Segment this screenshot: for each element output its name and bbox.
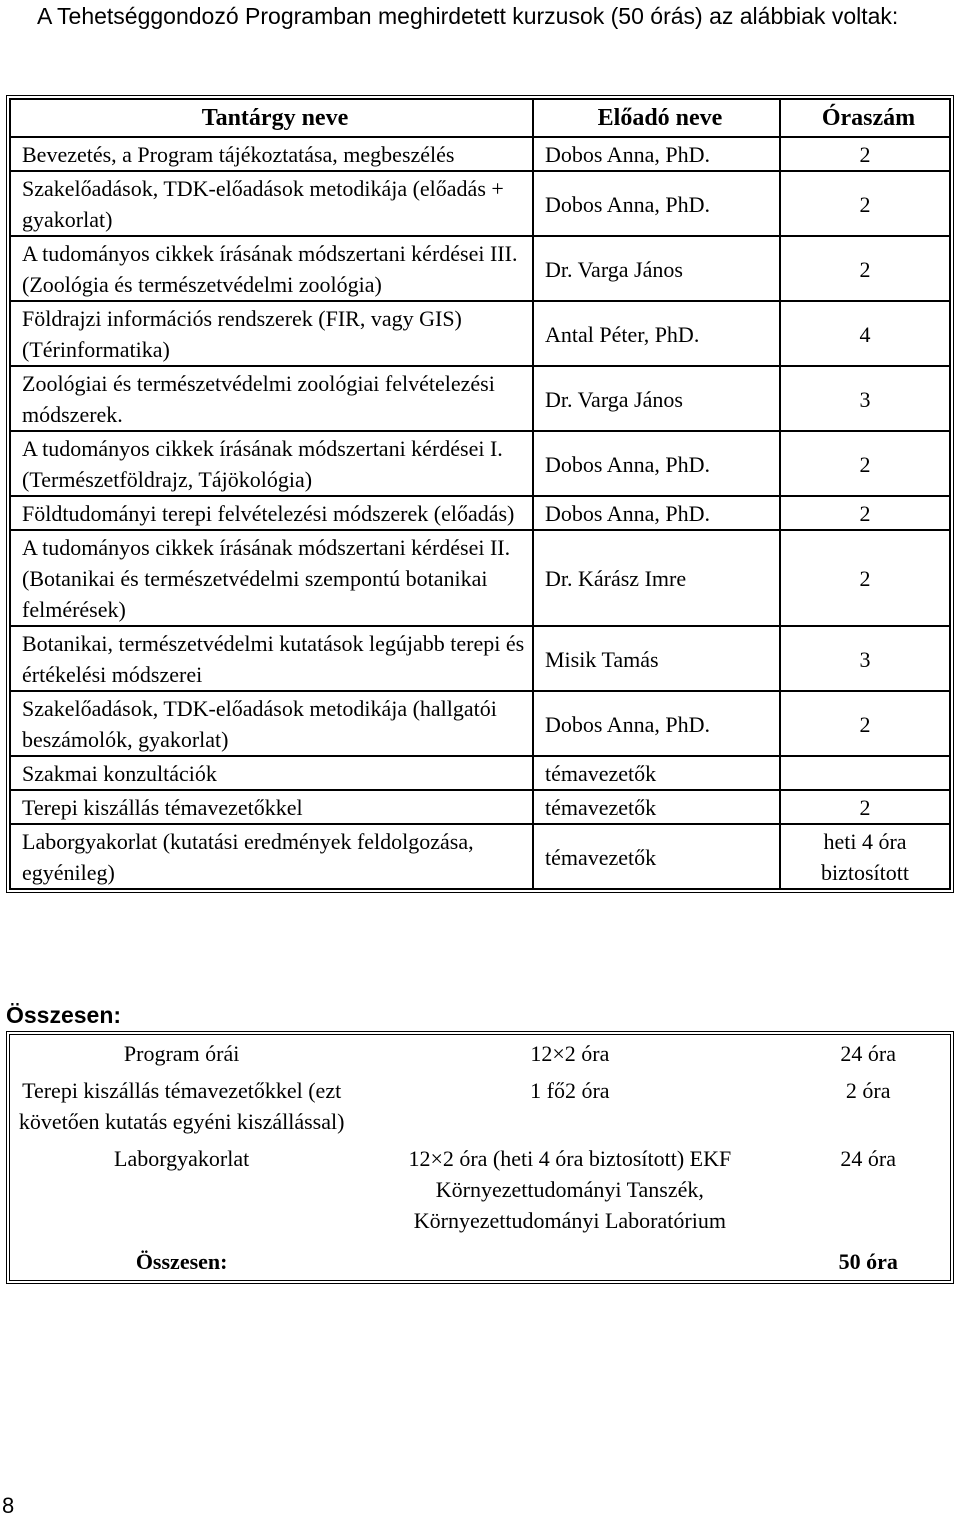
header-hours: Óraszám bbox=[780, 99, 950, 137]
hours: 3 bbox=[780, 366, 950, 431]
table-row bbox=[10, 431, 950, 496]
hours: 2 bbox=[780, 496, 950, 530]
summary-item: Program órái bbox=[123, 1041, 240, 1066]
table-row bbox=[10, 824, 950, 889]
hours: 3 bbox=[780, 626, 950, 691]
summary-heading: Összesen: bbox=[6, 1002, 122, 1028]
course-name: Bevezetés, a Program tájékoztatása, megbeszélés bbox=[10, 137, 533, 171]
table-row bbox=[10, 626, 950, 691]
summary-hours: 2 óra bbox=[845, 1078, 891, 1103]
course-name: Szakelőadások, TDK-előadások metodikája (előadás + gyakorlat) bbox=[10, 171, 533, 236]
summary-total-value: 50 óra bbox=[838, 1249, 898, 1274]
hours: 2 bbox=[780, 691, 950, 756]
summary-detail: 12×2 óra bbox=[530, 1041, 610, 1066]
table-row bbox=[10, 366, 950, 431]
lecturer: Dobos Anna, PhD. bbox=[533, 431, 780, 496]
lecturer: Dobos Anna, PhD. bbox=[533, 137, 780, 171]
course-name: Botanikai, természetvédelmi kutatások legújabb terepi és értékelési módszerei bbox=[10, 626, 533, 691]
lecturer: Antal Péter, PhD. bbox=[533, 301, 780, 366]
course-name: Szakmai konzultációk bbox=[10, 756, 533, 790]
lecturer: Dobos Anna, PhD. bbox=[533, 691, 780, 756]
table-row bbox=[10, 496, 950, 530]
hours: heti 4 óra biztosított bbox=[780, 824, 950, 889]
table-row bbox=[10, 171, 950, 236]
course-name: A tudományos cikkek írásának módszertani kérdései III. (Zoológia és természetvédelmi zoológia) bbox=[10, 236, 533, 301]
summary-hours: 24 óra bbox=[840, 1146, 896, 1171]
lecturer: Dr. Varga János bbox=[533, 236, 780, 301]
summary-total-label: Összesen: bbox=[135, 1249, 228, 1274]
summary-total-row bbox=[10, 1239, 950, 1280]
table-row bbox=[10, 790, 950, 824]
hours: 4 bbox=[780, 301, 950, 366]
page-number: 8 bbox=[2, 1493, 15, 1518]
hours: 2 bbox=[780, 530, 950, 626]
hours: 2 bbox=[780, 790, 950, 824]
summary-detail: 1 fő2 óra bbox=[530, 1078, 610, 1103]
summary-detail: 12×2 óra (heti 4 óra biztosított) EKF Környezettudományi Tanszék, Környezettudományi Laboratórium bbox=[408, 1146, 732, 1233]
hours: 2 bbox=[780, 431, 950, 496]
summary-row bbox=[10, 1035, 950, 1072]
lecturer: témavezetők bbox=[533, 824, 780, 889]
summary-item: Terepi kiszállás témavezetőkkel (ezt követően kutatás egyéni kiszállással) bbox=[18, 1078, 345, 1134]
course-name: Laborgyakorlat (kutatási eredmények feldolgozása, egyénileg) bbox=[10, 824, 533, 889]
header-lecturer: Előadó neve bbox=[533, 99, 780, 137]
table-row bbox=[10, 691, 950, 756]
summary-row bbox=[10, 1072, 950, 1140]
summary-row bbox=[10, 1140, 950, 1239]
course-name: Földrajzi információs rendszerek (FIR, vagy GIS) (Térinformatika) bbox=[10, 301, 533, 366]
courses-table bbox=[9, 98, 951, 890]
summary-total-spacer bbox=[353, 1239, 786, 1280]
lecturer: Dobos Anna, PhD. bbox=[533, 171, 780, 236]
table-row bbox=[10, 236, 950, 301]
lecturer: témavezetők bbox=[533, 790, 780, 824]
table-row bbox=[10, 137, 950, 171]
table-row bbox=[10, 301, 950, 366]
course-name: Zoológiai és természetvédelmi zoológiai felvételezési módszerek. bbox=[10, 366, 533, 431]
lecturer: témavezetők bbox=[533, 756, 780, 790]
table-row bbox=[10, 756, 950, 790]
summary-table bbox=[9, 1034, 951, 1281]
course-name: A tudományos cikkek írásának módszertani kérdései II. (Botanikai és természetvédelmi szempontú botanikai felmérések) bbox=[10, 530, 533, 626]
table-row bbox=[10, 530, 950, 626]
lecturer: Dobos Anna, PhD. bbox=[533, 496, 780, 530]
intro-paragraph: A Tehetséggondozó Programban meghirdetett kurzusok (50 órás) az alábbiak voltak: bbox=[37, 3, 899, 29]
header-course-name: Tantárgy neve bbox=[10, 99, 533, 137]
course-name: Földtudományi terepi felvételezési módszerek (előadás) bbox=[10, 496, 533, 530]
lecturer: Dr. Kárász Imre bbox=[533, 530, 780, 626]
lecturer: Dr. Varga János bbox=[533, 366, 780, 431]
lecturer: Misik Tamás bbox=[533, 626, 780, 691]
course-name: A tudományos cikkek írásának módszertani kérdései I. (Természetföldrajz, Tájökológia) bbox=[10, 431, 533, 496]
hours: 2 bbox=[780, 236, 950, 301]
hours: 2 bbox=[780, 137, 950, 171]
hours bbox=[780, 756, 950, 790]
course-name: Terepi kiszállás témavezetőkkel bbox=[10, 790, 533, 824]
hours: 2 bbox=[780, 171, 950, 236]
course-name: Szakelőadások, TDK-előadások metodikája (hallgatói beszámolók, gyakorlat) bbox=[10, 691, 533, 756]
courses-header-row bbox=[10, 99, 950, 137]
summary-item: Laborgyakorlat bbox=[114, 1146, 250, 1171]
summary-hours: 24 óra bbox=[840, 1041, 896, 1066]
